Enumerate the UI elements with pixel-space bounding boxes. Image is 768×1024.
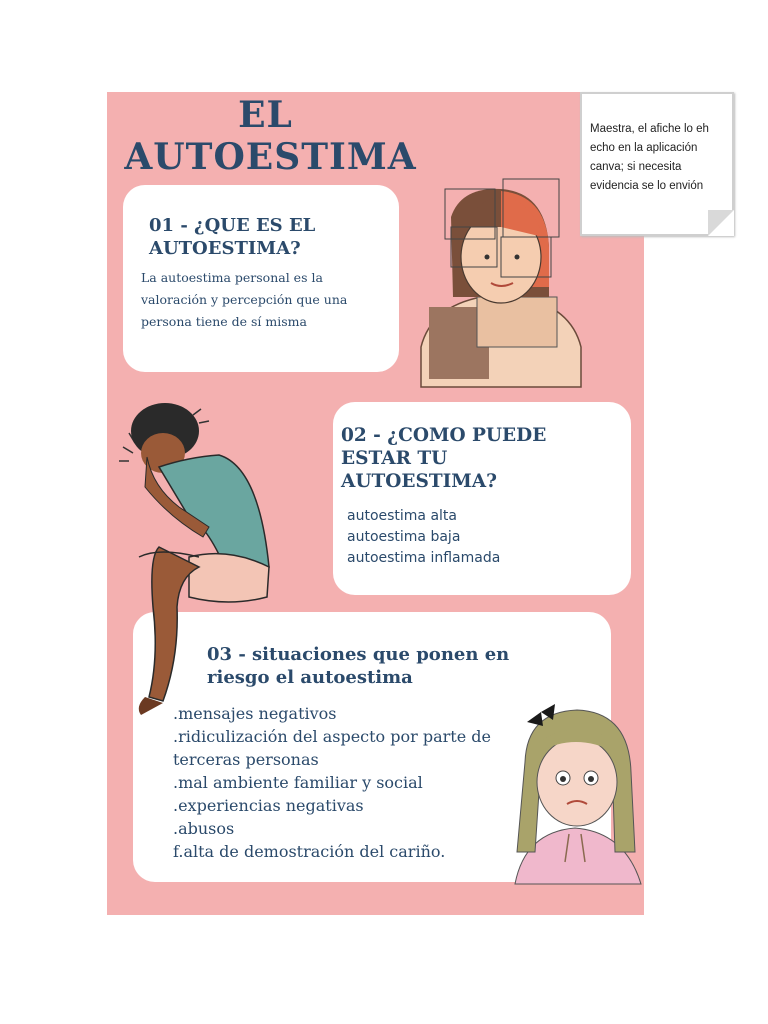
woman-face-illustration bbox=[421, 187, 581, 387]
worried-girl-illustration bbox=[505, 702, 645, 884]
section1-body: La autoestima personal es la valoración y percepción que una persona tiene de sí misma bbox=[141, 270, 348, 329]
section2-list bbox=[347, 506, 500, 569]
poster bbox=[107, 92, 644, 915]
list-item: .mal ambiente familiar y social bbox=[173, 773, 423, 792]
list-item: .abusos bbox=[173, 819, 235, 838]
list-item: autoestima baja bbox=[347, 529, 461, 545]
section2-card bbox=[333, 402, 631, 595]
sticky-note bbox=[580, 92, 734, 236]
note-fold bbox=[708, 210, 734, 236]
section1-heading: 01 - ¿QUE ES EL AUTOESTIMA? bbox=[149, 215, 316, 259]
note-text: Maestra, el afiche lo eh echo en la aplicación canva; si necesita evidencia se lo envión bbox=[590, 123, 709, 192]
list-item: autoestima inflamada bbox=[347, 550, 501, 566]
list-item: .mensajes negativos bbox=[173, 704, 337, 723]
section3-list bbox=[173, 702, 533, 863]
sad-person-illustration bbox=[119, 397, 279, 717]
title-line1: EL bbox=[238, 94, 293, 136]
list-item: f.alta de demostración del cariño. bbox=[173, 842, 446, 861]
list-item: .ridiculización del aspecto por parte de terceras personas bbox=[173, 727, 491, 769]
list-item: autoestima alta bbox=[347, 508, 457, 524]
list-item: .experiencias negativas bbox=[173, 796, 364, 815]
section1-card bbox=[123, 185, 399, 372]
title-line2: AUTOESTIMA bbox=[124, 136, 417, 178]
section2-heading: 02 - ¿COMO PUEDE ESTAR TU AUTOESTIMA? bbox=[341, 425, 547, 493]
section3-heading: 03 - situaciones que ponen en riesgo el autoestima bbox=[207, 644, 510, 688]
